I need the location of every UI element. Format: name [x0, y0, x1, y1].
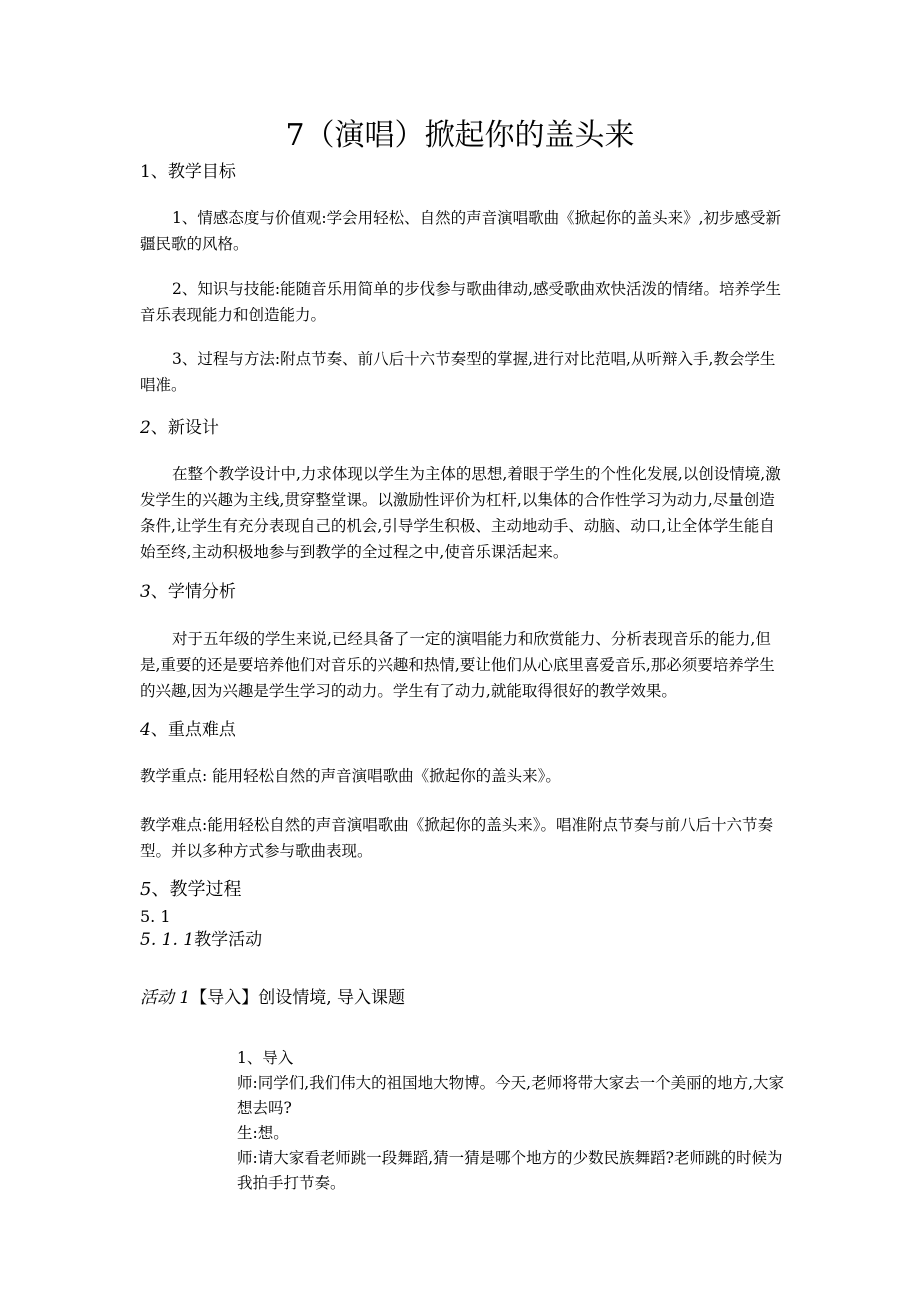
subsection-5-1-1	[140, 930, 262, 950]
subsection-5-1-1-number: 5. 1. 1	[140, 930, 195, 950]
design-paragraph: 在整个教学设计中,力求体现以学生为主体的思想,着眼于学生的个性化发展,以创设情境,激发学生的兴趣为主线,贯穿整堂课。以激励性评价为杠杆,以集体的合作性学习为动力,尽量创造条件,让学生有充分表现自己的机会,引导学生积极、主动地动手、动脑、动口,让全体学生能自始至终,主动积极地参与到教学的全过程之中,使音乐课活起来。	[140, 465, 781, 561]
intro-line-2: 生:想。	[237, 1124, 289, 1142]
teaching-difficulty: 教学难点:能用轻松自然的声音演唱歌曲《掀起你的盖头来》。唱准附点节奏与前八后十六节奏型。并以多种方式参与歌曲表现。	[140, 816, 773, 860]
section-1-heading: 1、教学目标	[140, 162, 236, 182]
section-2-title: 、新设计	[150, 418, 219, 438]
section-2-number: 2	[140, 418, 151, 438]
section-5-heading	[140, 880, 241, 900]
intro-line-1: 师:同学们,我们伟大的祖国地大物博。今天,老师将带大家去一个美丽的地方,大家想去吗?	[237, 1074, 785, 1117]
analysis-paragraph: 对于五年级的学生来说,已经具备了一定的演唱能力和欣赏能力、分析表现音乐的能力,但是,重要的还是要培养他们对音乐的兴趣和热情,要让他们从心底里喜爱音乐,那必须要培养学生的兴趣,因为兴趣是学生学习的动力。学生有了动力,就能取得很好的教学效果。	[140, 630, 775, 700]
teaching-focus: 教学重点: 能用轻松自然的声音演唱歌曲《掀起你的盖头来》。	[140, 767, 561, 785]
intro-heading: 1、导入	[237, 1049, 294, 1067]
section-5-title: 、教学过程	[151, 879, 242, 900]
section-5-number: 5	[140, 879, 152, 900]
section-3-number: 3	[140, 582, 151, 602]
intro-line-3: 师:请大家看老师跳一段舞蹈,猜一猜是哪个地方的少数民族舞蹈?老师跳的时候为我拍手打节奏。	[237, 1149, 783, 1192]
subsection-5-1-1-label: 教学活动	[194, 930, 263, 950]
activity-1-title: 【导入】创设情境, 导入课题	[190, 988, 406, 1008]
subsection-5-1: 5. 1	[140, 907, 171, 926]
intro-block	[237, 1046, 797, 1196]
activity-1-prefix: 活动 1	[140, 988, 191, 1008]
activity-1-heading	[140, 988, 405, 1008]
objective-3: 3、过程与方法:附点节奏、前八后十六节奏型的掌握,进行对比范唱,从听辩入手,教会学生唱准。	[140, 350, 776, 394]
section-2-heading	[140, 418, 219, 438]
page-title: 7（演唱）掀起你的盖头来	[285, 118, 635, 153]
objective-1: 1、情感态度与价值观:学会用轻松、自然的声音演唱歌曲《掀起你的盖头来》,初步感受新疆民歌的风格。	[140, 209, 782, 253]
section-4-heading	[140, 720, 236, 740]
section-4-number: 4	[140, 720, 151, 740]
objective-2: 2、知识与技能:能随音乐用简单的步伐参与歌曲律动,感受歌曲欢快活泼的情绪。培养学生音乐表现能力和创造能力。	[140, 280, 782, 324]
section-4-title: 、重点难点	[150, 720, 236, 740]
section-3-heading	[140, 582, 236, 602]
section-3-title: 、学情分析	[150, 582, 236, 602]
